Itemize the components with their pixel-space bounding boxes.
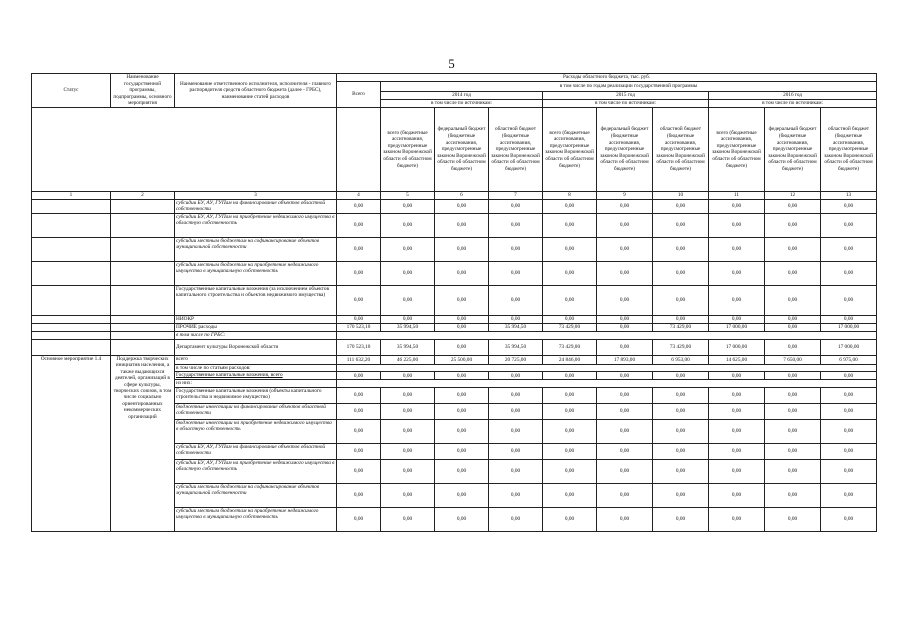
table-cell: 0,00: [821, 372, 877, 380]
table-cell: 0,00: [821, 403, 877, 419]
table-cell: 6 975,00: [821, 355, 877, 364]
table-cell: 17 000,00: [821, 339, 877, 355]
header-sources-2016: в том числе по источникам:: [709, 99, 877, 107]
table-cell: 0,00: [435, 419, 489, 443]
table-cell: 0,00: [543, 261, 597, 285]
table-cell: 0,00: [709, 213, 765, 237]
table-cell: 0,00: [821, 507, 877, 531]
table-cell: 0,00: [597, 387, 653, 403]
table-cell: 0,00: [653, 199, 709, 213]
table-row: [32, 355, 877, 364]
row-label: субсидии БУ, АУ, ГУПам на приобретение недвижимого имущества в областную собственность: [175, 213, 337, 237]
header-2014-total: всего (бюджетные ассигнования, предусмотренные законом Воронежской области об областном бюджете): [381, 107, 435, 191]
table-cell: 0,00: [337, 199, 381, 213]
table-cell: 0,00: [597, 459, 653, 483]
table-cell: 0,00: [435, 315, 489, 323]
table-cell: 0,00: [435, 443, 489, 459]
table-cell: 0,00: [653, 403, 709, 419]
page-number: 5: [448, 56, 455, 71]
table-cell: 0,00: [489, 237, 543, 261]
table-cell: 0,00: [489, 459, 543, 483]
header-program-name: Наименование государственной программы, подпрограммы, основного мероприятия: [111, 74, 175, 108]
measure-section: [32, 355, 877, 531]
table-cell: 0,00: [765, 237, 821, 261]
table-cell: 0,00: [765, 483, 821, 507]
table-cell: 73 429,00: [543, 323, 597, 331]
table-cell: 0,00: [489, 419, 543, 443]
table-cell: 0,00: [381, 419, 435, 443]
table-cell: 170 523,10: [337, 323, 381, 331]
header-status: Статус: [32, 74, 111, 108]
table-cell: 0,00: [709, 387, 765, 403]
table-cell: 0,00: [435, 459, 489, 483]
table-cell: 0,00: [765, 459, 821, 483]
table-cell: 0,00: [435, 261, 489, 285]
table-cell: 0,00: [597, 419, 653, 443]
table-cell: 0,00: [337, 213, 381, 237]
table-cell: 0,00: [597, 237, 653, 261]
table-cell: 73 429,00: [653, 339, 709, 355]
row-label-total: всего: [175, 355, 337, 364]
table-cell: 0,00: [435, 387, 489, 403]
table-cell: 0,00: [543, 483, 597, 507]
budget-table: [31, 73, 877, 532]
table-cell: 0,00: [381, 507, 435, 531]
table-cell: 0,00: [381, 285, 435, 315]
table-row: [32, 331, 877, 339]
table-cell: 0,00: [709, 443, 765, 459]
table-cell: 0,00: [821, 483, 877, 507]
table-cell: 0,00: [653, 387, 709, 403]
table-cell: 0,00: [653, 459, 709, 483]
table-cell: 0,00: [381, 483, 435, 507]
header-2015-total: всего (бюджетные ассигнования, предусмотренные законом Воронежской области об областном бюджете): [543, 107, 597, 191]
table-row: [32, 285, 877, 315]
table-cell: 0,00: [597, 483, 653, 507]
table-cell: 0,00: [489, 213, 543, 237]
row-label: субсидии местным бюджетам на софинансирование объектов муниципальной собственности: [175, 237, 337, 261]
measure-name: Поддержка творческих инициатив населения, а также выдающихся деятелей, организаций в сфере культуры, творческих союзов, в том числе социально ориентированных некоммерческих организаций: [111, 355, 175, 531]
table-cell: 0,00: [337, 261, 381, 285]
table-cell: 24 846,00: [543, 355, 597, 364]
table-cell: 0,00: [765, 285, 821, 315]
table-cell: 0,00: [709, 507, 765, 531]
table-cell: 0,00: [709, 372, 765, 380]
table-cell: 0,00: [337, 459, 381, 483]
table-cell: 0,00: [489, 403, 543, 419]
table-cell: 0,00: [821, 261, 877, 285]
table-cell: 0,00: [543, 459, 597, 483]
table-cell: 0,00: [489, 507, 543, 531]
table-cell: 0,00: [765, 261, 821, 285]
table-cell: 0,00: [765, 199, 821, 213]
table-cell: 0,00: [489, 443, 543, 459]
table-cell: 17 000,00: [709, 323, 765, 331]
table-cell: 0,00: [653, 483, 709, 507]
table-header: [32, 74, 877, 192]
table-cell: 0,00: [821, 387, 877, 403]
table-cell: 0,00: [543, 237, 597, 261]
table-cell: 0,00: [821, 419, 877, 443]
table-cell: 0,00: [337, 237, 381, 261]
table-cell: 0,00: [489, 261, 543, 285]
table-row: [32, 199, 877, 213]
table-cell: 0,00: [709, 199, 765, 213]
header-2016-total: всего (бюджетные ассигнования, предусмотренные законом Воронежской области об областном бюджете): [709, 107, 765, 191]
table-cell: 0,00: [381, 372, 435, 380]
table-cell: 73 429,00: [653, 323, 709, 331]
table-cell: 0,00: [543, 213, 597, 237]
table-cell: 0,00: [709, 459, 765, 483]
table-cell: 0,00: [489, 483, 543, 507]
table-cell: 0,00: [597, 315, 653, 323]
table-cell: 0,00: [337, 483, 381, 507]
table-cell: 0,00: [653, 419, 709, 443]
row-label: в том числе по ГРБС:: [175, 331, 337, 339]
table-cell: 46 225,00: [381, 355, 435, 364]
table-cell: 0,00: [543, 419, 597, 443]
table-cell: 0,00: [337, 443, 381, 459]
table-cell: 20 725,00: [489, 355, 543, 364]
table-cell: 0,00: [597, 199, 653, 213]
table-cell: 0,00: [435, 237, 489, 261]
table-cell: 17 000,00: [821, 323, 877, 331]
table-cell: 14 625,00: [709, 355, 765, 364]
table-cell: 0,00: [489, 199, 543, 213]
table-cell: 0,00: [821, 199, 877, 213]
table-row: [32, 237, 877, 261]
table-cell: 0,00: [597, 372, 653, 380]
table-cell: 0,00: [337, 507, 381, 531]
table-cell: 0,00: [543, 387, 597, 403]
column-index-row: 1 2 3 4 5 6 7 8 9 10 11 12 13: [32, 191, 877, 199]
table-cell: 0,00: [709, 285, 765, 315]
table-cell: 73 429,00: [543, 339, 597, 355]
table-cell: 0,00: [435, 213, 489, 237]
table-cell: 0,00: [381, 213, 435, 237]
table-cell: 0,00: [765, 323, 821, 331]
table-cell: 0,00: [653, 507, 709, 531]
table-cell: 0,00: [821, 459, 877, 483]
department-label: Департамент культуры Воронежской области: [175, 339, 337, 355]
table-cell: 0,00: [821, 213, 877, 237]
table-cell: 0,00: [543, 372, 597, 380]
row-label: бюджетные инвестиции на приобретение недвижимого имущества в областную собственность: [175, 419, 337, 443]
table-cell: 0,00: [597, 285, 653, 315]
header-year-2016: 2016 год: [709, 91, 877, 99]
table-cell: 0,00: [337, 372, 381, 380]
row-label: Государственные капитальные вложения, всего: [175, 372, 337, 380]
row-label: бюджетные инвестиции на финансирование объектов областной собственности: [175, 403, 337, 419]
table-cell: 0,00: [821, 285, 877, 315]
row-label: Государственные капитальные вложения (за исключением объектов капитального строительства и объектов недвижимого имущества): [175, 285, 337, 315]
table-cell: 0,00: [489, 372, 543, 380]
table-cell: 0,00: [381, 237, 435, 261]
table-cell: 0,00: [765, 419, 821, 443]
table-cell: 0,00: [653, 443, 709, 459]
table-cell: 0,00: [337, 285, 381, 315]
table-cell: 0,00: [653, 372, 709, 380]
header-expenses-title: Расходы областного бюджета, тыс. руб.: [337, 74, 877, 82]
table-cell: 0,00: [381, 403, 435, 419]
table-cell: 0,00: [765, 387, 821, 403]
header-year-2014: 2014 год: [381, 91, 543, 99]
header-sources-2015: в том числе по источникам:: [543, 99, 709, 107]
table-cell: 0,00: [709, 315, 765, 323]
table-cell: 0,00: [597, 443, 653, 459]
table-cell: 0,00: [435, 403, 489, 419]
header-2016-federal: федеральный бюджет (бюджетные ассигнования, предусмотренные законом Воронежской области об областном бюджете): [765, 107, 821, 191]
table-cell: 0,00: [543, 403, 597, 419]
table-cell: 35 994,50: [489, 323, 543, 331]
table-cell: 0,00: [489, 285, 543, 315]
header-2015-federal: федеральный бюджет (бюджетные ассигнования, предусмотренные законом Воронежской области об областном бюджете): [597, 107, 653, 191]
table-cell: 0,00: [653, 213, 709, 237]
row-label: субсидии БУ, АУ, ГУПам на финансирование объектов областной собственности: [175, 199, 337, 213]
table-cell: 0,00: [381, 443, 435, 459]
table-cell: 0,00: [653, 237, 709, 261]
header-2015-regional: областной бюджет (бюджетные ассигнования, предусмотренные законом Воронежской области об областном бюджете): [653, 107, 709, 191]
header-2014-regional: областной бюджет (бюджетные ассигнования, предусмотренные законом Воронежской области об областном бюджете): [489, 107, 543, 191]
table-cell: 0,00: [709, 403, 765, 419]
table-cell: 0,00: [765, 507, 821, 531]
header-2016-regional: областной бюджет (бюджетные ассигнования, предусмотренные законом Воронежской области об областном бюджете): [821, 107, 877, 191]
table-cell: 0,00: [435, 199, 489, 213]
row-label: субсидии БУ, АУ, ГУПам на финансирование объектов областной собственности: [175, 443, 337, 459]
table-cell: 0,00: [381, 459, 435, 483]
table-cell: 0,00: [489, 315, 543, 323]
header-2014-federal: федеральный бюджет (бюджетные ассигнования, предусмотренные законом Воронежской области об областном бюджете): [435, 107, 489, 191]
table-cell: 0,00: [597, 403, 653, 419]
table-cell: 0,00: [435, 285, 489, 315]
table-cell: 0,00: [765, 372, 821, 380]
table-cell: 0,00: [381, 199, 435, 213]
table-cell: 0,00: [765, 213, 821, 237]
row-label: в том числе по статьям расходов:: [175, 364, 337, 371]
table-cell: 0,00: [381, 315, 435, 323]
table-row: [32, 323, 877, 331]
table-cell: 0,00: [709, 261, 765, 285]
table-cell: 0,00: [765, 315, 821, 323]
table-cell: 0,00: [597, 261, 653, 285]
row-label: субсидии местным бюджетам на софинансирование объектов муниципальной собственности: [175, 483, 337, 507]
table-cell: 17 893,00: [597, 355, 653, 364]
table-cell: 6 953,00: [653, 355, 709, 364]
header-total: Всего: [337, 82, 381, 108]
table-cell: 0,00: [709, 419, 765, 443]
row-label: Государственные капитальные вложения (объекты капитального строительства и недвижимое имущество): [175, 387, 337, 403]
table-cell: 0,00: [337, 387, 381, 403]
top-section: [32, 199, 877, 355]
table-cell: 0,00: [543, 443, 597, 459]
row-label: субсидии местным бюджетам на приобретение недвижимого имущества в муниципальную собственность: [175, 261, 337, 285]
table-cell: 0,00: [435, 483, 489, 507]
table-cell: 0,00: [765, 339, 821, 355]
table-cell: 0,00: [653, 315, 709, 323]
row-label: субсидии БУ, АУ, ГУПам на приобретение недвижимого имущества в областную собственность: [175, 459, 337, 483]
table-cell: 0,00: [653, 285, 709, 315]
table-cell: 0,00: [765, 443, 821, 459]
table-cell: 0,00: [765, 403, 821, 419]
table-cell: 35 994,50: [381, 339, 435, 355]
table-cell: 0,00: [653, 261, 709, 285]
table-cell: 0,00: [821, 443, 877, 459]
table-cell: 35 994,50: [381, 323, 435, 331]
table-cell: 0,00: [709, 483, 765, 507]
table-cell: 0,00: [543, 315, 597, 323]
table-cell: 0,00: [543, 507, 597, 531]
table-cell: 111 632,20: [337, 355, 381, 364]
measure-status: Основное мероприятие 1.4: [32, 355, 111, 531]
table-cell: 0,00: [381, 387, 435, 403]
table-cell: 0,00: [597, 213, 653, 237]
table-cell: 0,00: [597, 507, 653, 531]
table-cell: 0,00: [435, 339, 489, 355]
table-cell: 17 000,00: [709, 339, 765, 355]
table-cell: 0,00: [489, 387, 543, 403]
header-by-years: в том числе по годам реализации государственной программы: [381, 82, 877, 92]
table-cell: 0,00: [337, 403, 381, 419]
table-cell: 0,00: [337, 315, 381, 323]
table-row: [32, 315, 877, 323]
row-label: ПРОЧИЕ расходы: [175, 323, 337, 331]
table-row: [32, 213, 877, 237]
table-cell: 0,00: [337, 419, 381, 443]
table-cell: 0,00: [435, 323, 489, 331]
table-cell: 0,00: [435, 372, 489, 380]
table-cell: 0,00: [435, 507, 489, 531]
table-row: [32, 339, 877, 355]
table-cell: 0,00: [709, 237, 765, 261]
header-year-2015: 2015 год: [543, 91, 709, 99]
row-label: субсидии местным бюджетам на приобретение недвижимого имущества в муниципальную собственность: [175, 507, 337, 531]
table-row: [32, 261, 877, 285]
table-cell: 0,00: [543, 285, 597, 315]
table-cell: 0,00: [381, 261, 435, 285]
header-executor: Наименование ответственного исполнителя, исполнителя - главного распорядителя средств областного бюджета (далее - ГРБС), наименование статей расходов: [175, 74, 337, 108]
table-cell: 0,00: [597, 339, 653, 355]
table-row: из них:: [32, 380, 877, 387]
table-cell: 25 500,00: [435, 355, 489, 364]
table-cell: 7 650,00: [765, 355, 821, 364]
table-cell: 170 523,10: [337, 339, 381, 355]
table-cell: 35 994,50: [489, 339, 543, 355]
header-sources-2014: в том числе по источникам:: [381, 99, 543, 107]
table-cell: 0,00: [821, 237, 877, 261]
table-cell: 0,00: [597, 323, 653, 331]
table-cell: 0,00: [821, 315, 877, 323]
row-label: НИОКР: [175, 315, 337, 323]
table-cell: 0,00: [543, 199, 597, 213]
